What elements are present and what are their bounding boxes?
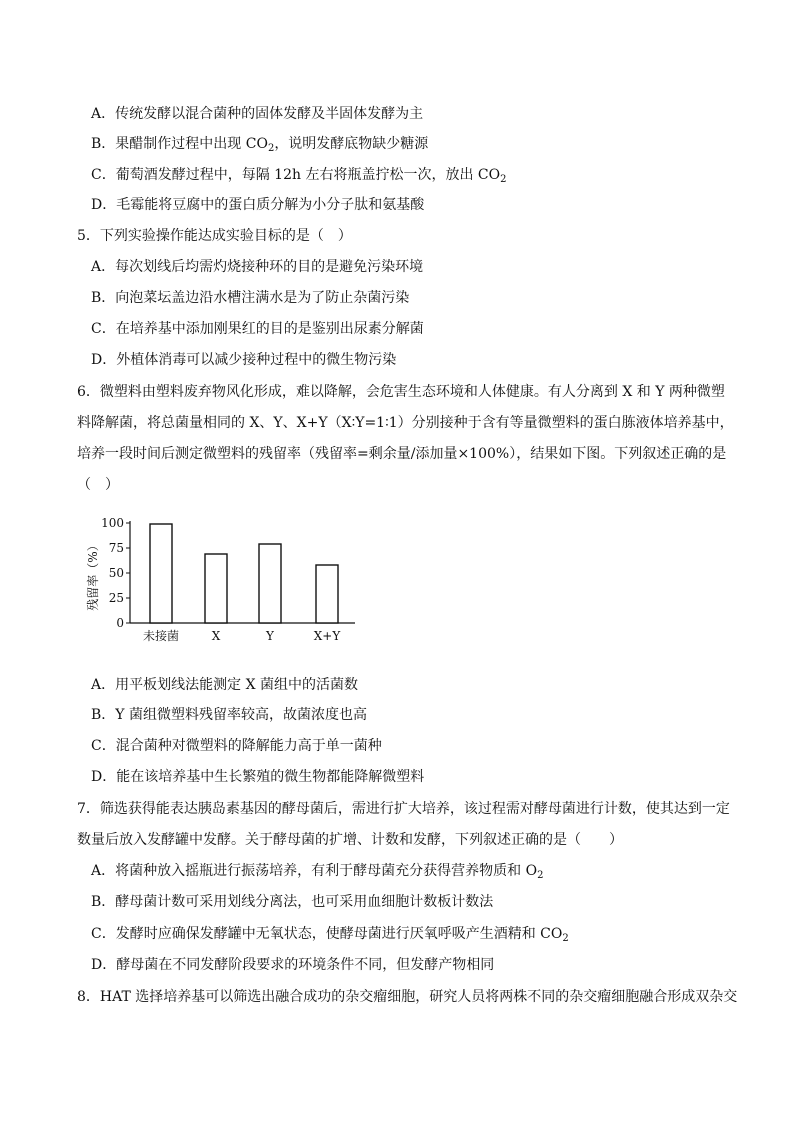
q6-stem-line-3: 培养一段时间后测定微塑料的残留率（残留率=剩余量/添加量×100%），结果如下图。下列叙述正确的是 (77, 446, 727, 462)
q4-option-a: A．传统发酵以混合菌种的固体发酵及半固体发酵为主 (91, 106, 424, 122)
x-tick-label: X+Y (313, 629, 341, 643)
q6-stem-line-1: 6．微塑料由塑料废弃物风化形成，难以降解，会危害生态环境和人体健康。有人分离到 X 和 Y 两种微塑 (77, 384, 725, 400)
q4-option-d: D．毛霉能将豆腐中的蛋白质分解为小分子肽和氨基酸 (91, 197, 425, 213)
q7-stem-line-2: 数量后放入发酵罐中发酵。关于酵母菌的扩增、计数和发酵，下列叙述正确的是（ ） (77, 832, 623, 848)
bar-4 (316, 565, 338, 623)
residual-rate-bar-chart (80, 505, 370, 655)
q5-option-b: B．向泡菜坛盖边沿水槽注满水是为了防止杂菌污染 (91, 290, 410, 306)
q5-option-d: D．外植体消毒可以减少接种过程中的微生物污染 (91, 352, 397, 368)
q6-option-a: A．用平板划线法能测定 X 菌组中的活菌数 (91, 677, 358, 693)
x-tick-label: Y (266, 629, 274, 643)
x-tick-label: X (211, 629, 221, 643)
bar-2 (205, 554, 227, 623)
y-tick-label: 50 (108, 566, 124, 580)
y-tick-label: 100 (101, 516, 124, 530)
q7-stem-line-1: 7．筛选获得能表达胰岛素基因的酵母菌后，需进行扩大培养，该过程需对酵母菌进行计数，使其达到一定 (77, 801, 730, 817)
q7-option-b: B．酵母菌计数可采用划线分离法，也可采用血细胞计数板计数法 (91, 894, 494, 910)
q4-option-c: C．葡萄酒发酵过程中，每隔 12h 左右将瓶盖拧松一次，放出 $CO_2$ (91, 167, 507, 185)
q5-stem: 5．下列实验操作能达成实验目标的是（ ） (77, 228, 352, 244)
q6-stem-line-2: 料降解菌，将总菌量相同的 X、Y、X+Y（X∶Y=1∶1）分别接种于含有等量微塑料的蛋白胨液体培养基中， (77, 415, 734, 431)
q6-option-d: D．能在该培养基中生长繁殖的微生物都能降解微塑料 (91, 769, 425, 785)
q5-option-c: C．在培养基中添加刚果红的目的是鉴别出尿素分解菌 (91, 321, 424, 337)
bar-3 (259, 544, 281, 623)
y-tick-label: 75 (108, 541, 124, 555)
x-tick-label: 未接菌 (142, 629, 180, 643)
y-axis-label: 残留率（%） (86, 539, 100, 611)
q6-option-b: B．Y 菌组微塑料残留率较高，故菌浓度也高 (91, 707, 367, 723)
y-tick-label: 0 (116, 616, 124, 630)
bar-1 (150, 524, 172, 623)
q6-option-c: C．混合菌种对微塑料的降解能力高于单一菌种 (91, 738, 382, 754)
q7-option-a: A．将菌种放入摇瓶进行振荡培养，有利于酵母菌充分获得营养物质和 $O_2$ (91, 863, 544, 881)
q5-option-a: A．每次划线后均需灼烧接种环的目的是避免污染环境 (91, 259, 424, 275)
y-tick-label: 25 (108, 591, 124, 605)
q8-stem: 8．HAT 选择培养基可以筛选出融合成功的杂交瘤细胞，研究人员将两株不同的杂交瘤细胞融合形成双杂交 (77, 989, 738, 1005)
q6-stem-line-4: （ ） (77, 477, 119, 493)
q7-option-d: D．酵母菌在不同发酵阶段要求的环境条件不同，但发酵产物相同 (91, 957, 495, 973)
q7-option-c: C．发酵时应确保发酵罐中无氧状态，使酵母菌进行厌氧呼吸产生酒精和 $CO_2$ (91, 926, 569, 944)
q4-option-b: B．果醋制作过程中出现 $CO_2$，说明发酵底物缺少糖源 (91, 136, 429, 154)
